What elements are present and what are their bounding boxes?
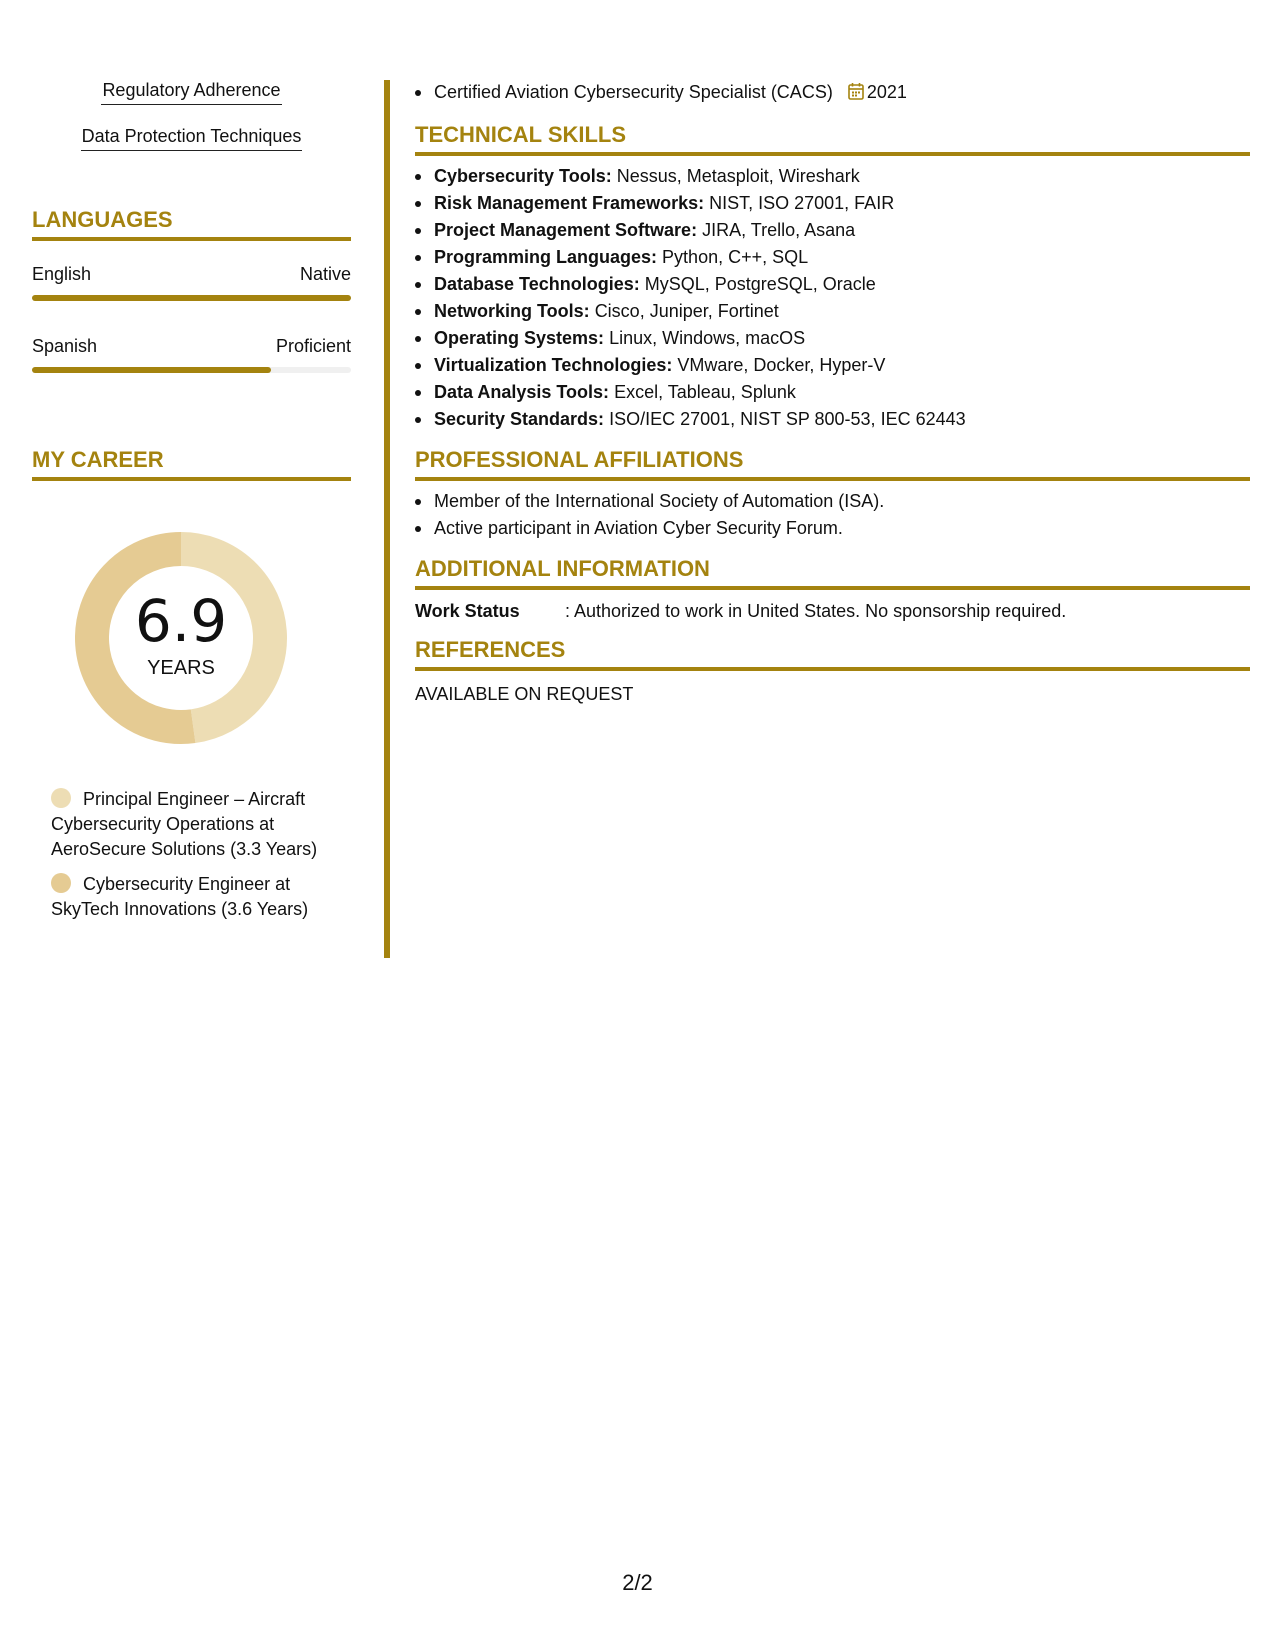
affiliations-list [415, 488, 1250, 542]
page-number: 2/2 [622, 1570, 653, 1595]
career-legend-item [51, 872, 341, 922]
career-legend-item [51, 787, 341, 862]
career-label: Principal Engineer – Aircraft Cybersecurity Operations at AeroSecure Solutions (3.3 Years) [51, 789, 318, 859]
technical-skill-item: Networking Tools: Cisco, Juniper, Fortinet [415, 298, 1250, 325]
language-bar-fill [32, 295, 351, 301]
language-bar-english [32, 295, 351, 301]
technical-skill-item: Database Technologies: MySQL, PostgreSQL, Oracle [415, 271, 1250, 298]
references-text: AVAILABLE ON REQUEST [415, 684, 634, 704]
legend-dot [51, 873, 71, 893]
language-bar-spanish [32, 367, 351, 373]
legend-dot [51, 788, 71, 808]
work-status-label: Work Status [415, 601, 520, 621]
column-divider [384, 80, 390, 958]
work-status-value: : Authorized to work in United States. No sponsorship required. [565, 601, 1067, 621]
technical-skill-item: Cybersecurity Tools: Nessus, Metasploit, Wireshark [415, 163, 1250, 190]
career-total-years: 6.9 [134, 587, 228, 655]
certification-list [415, 79, 1250, 108]
certification-item [415, 79, 1250, 108]
work-status-row [415, 599, 1250, 623]
career-donut-chart [66, 523, 296, 753]
language-level: Proficient [275, 336, 351, 356]
technical-skill-item: Project Management Software: JIRA, Trello, Asana [415, 217, 1250, 244]
technical-skill-item: Risk Management Frameworks: NIST, ISO 27001, FAIR [415, 190, 1250, 217]
technical-skills-heading: TECHNICAL SKILLS [415, 122, 1250, 156]
language-bar-fill [32, 367, 271, 373]
main-column [415, 79, 1250, 706]
skill-tag: Data Protection Techniques [32, 124, 351, 151]
technical-skill-item: Programming Languages: Python, C++, SQL [415, 244, 1250, 271]
references-heading: REFERENCES [415, 637, 1250, 671]
certification-year: 2021 [866, 82, 907, 102]
career-heading: MY CAREER [32, 447, 351, 481]
calendar-icon [848, 81, 864, 108]
affiliation-item: Member of the International Society of Automation (ISA). [415, 488, 1250, 515]
technical-skills-list [415, 163, 1250, 433]
language-level: Native [299, 264, 351, 284]
language-name: Spanish [32, 336, 98, 356]
certification-name: Certified Aviation Cybersecurity Specialist (CACS) [434, 82, 833, 102]
languages-heading: LANGUAGES [32, 207, 351, 241]
language-row-spanish [32, 335, 351, 357]
language-name: English [32, 264, 92, 284]
language-row-english [32, 263, 351, 285]
affiliations-heading: PROFESSIONAL AFFILIATIONS [415, 447, 1250, 481]
career-label: Cybersecurity Engineer at SkyTech Innovations (3.6 Years) [51, 874, 309, 919]
skill-tag: Regulatory Adherence [32, 78, 351, 105]
additional-info-heading: ADDITIONAL INFORMATION [415, 556, 1250, 590]
technical-skill-item: Virtualization Technologies: VMware, Docker, Hyper-V [415, 352, 1250, 379]
technical-skill-item: Data Analysis Tools: Excel, Tableau, Splunk [415, 379, 1250, 406]
technical-skill-item: Operating Systems: Linux, Windows, macOS [415, 325, 1250, 352]
sidebar [32, 78, 351, 922]
technical-skill-item: Security Standards: ISO/IEC 27001, NIST SP 800-53, IEC 62443 [415, 406, 1250, 433]
affiliation-item: Active participant in Aviation Cyber Security Forum. [415, 515, 1250, 542]
donut-center [66, 523, 296, 753]
career-legend [51, 787, 341, 922]
career-total-unit: YEARS [147, 657, 215, 679]
